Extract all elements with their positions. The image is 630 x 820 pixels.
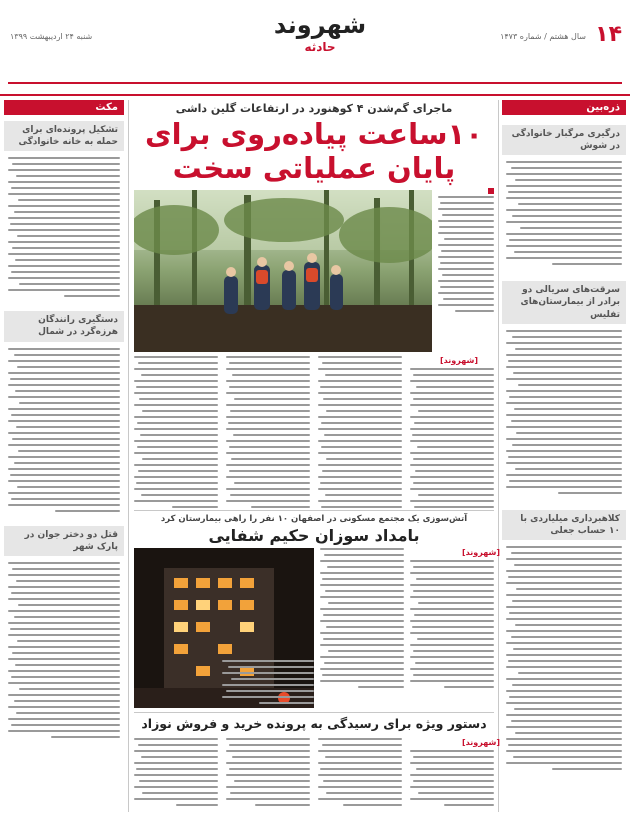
section-divider-fire	[134, 510, 494, 511]
fire-headline: بامداد سوزان حکیم شفایی	[208, 526, 420, 545]
issue-info-left: شنبه ۲۴ اردیبهشت ۱۳۹۹	[10, 32, 93, 41]
fire-caption	[222, 660, 314, 704]
left-body3	[4, 556, 124, 744]
bottom-byline: [شهروند]	[462, 738, 501, 747]
right-column	[502, 98, 626, 816]
masthead-logo	[270, 10, 370, 70]
lead-body-col4	[134, 356, 218, 508]
box3-body	[502, 540, 626, 776]
forest-photo-image	[134, 190, 432, 352]
left-column	[4, 98, 124, 816]
lead-body-col1	[410, 368, 494, 508]
box3-title: کلاهبرداری میلیاردی با ۱۰ حساب جعلی	[502, 510, 626, 540]
lead-side-text	[438, 196, 494, 312]
logo-small: حادثه	[304, 40, 336, 54]
left-body2	[4, 342, 124, 518]
box2-title: سرقت‌های سریالی دو برادر از بیمارستان‌های تفلیس	[502, 281, 626, 323]
fire-body-col2	[320, 548, 404, 688]
page-number: ۱۴	[595, 22, 622, 47]
lead-headline-line1: ۱۰ساعت پیاده‌روی برای	[145, 117, 483, 151]
section-divider-bottom	[134, 712, 494, 713]
logo-main: شهروند	[273, 11, 367, 39]
issue-info-right: سال هشتم / شماره ۱۴۷۳	[500, 32, 586, 41]
box1-body	[502, 155, 626, 271]
lead-body-col3	[226, 356, 310, 508]
bottom-body-col2	[318, 738, 402, 806]
bottom-body-col4	[134, 738, 218, 806]
fire-kicker: آتش‌سوزی یک مجتمع مسکونی در اصفهان ۱۰ نفر را راهی بیمارستان کرد	[160, 514, 468, 524]
fire-byline: [شهروند]	[462, 548, 501, 557]
masthead-rule	[8, 82, 622, 84]
right-column-tag: ذره‌بین	[502, 100, 626, 115]
lead-body-col2	[318, 356, 402, 508]
column-divider-right	[498, 100, 499, 812]
left-head1: تشکیل پرونده‌ای برای حمله به خانه خانوادگی	[4, 121, 124, 151]
column-divider-left	[128, 100, 129, 812]
lead-kicker: ماجرای گم‌شدن ۴ کوهنورد در ارتفاعات گلین داشی	[175, 102, 453, 115]
lead-byline: [شهروند]	[440, 356, 479, 365]
box1-title: درگیری مرگبار خانوادگی در شوش	[502, 125, 626, 155]
left-head2: دستگیری رانندگان هرزه‌گرد در شمال	[4, 311, 124, 341]
lead-bullet-marker	[488, 188, 494, 194]
masthead	[0, 0, 630, 96]
bottom-headline: دستور ویژه برای رسیدگی به پرونده خرید و فروش نوزاد	[141, 716, 487, 731]
lead-headline-line2: پایان عملیاتی سخت	[172, 151, 456, 185]
bottom-body-col3	[226, 738, 310, 806]
lead-photo-forest-rescue	[134, 190, 432, 352]
box2-body	[502, 324, 626, 500]
bottom-body-col1	[410, 750, 494, 806]
left-body1	[4, 151, 124, 303]
left-head3: قتل دو دختر جوان در پارک شهر	[4, 526, 124, 556]
left-column-tag: مکث	[4, 100, 124, 115]
fire-body-col1	[410, 560, 494, 688]
